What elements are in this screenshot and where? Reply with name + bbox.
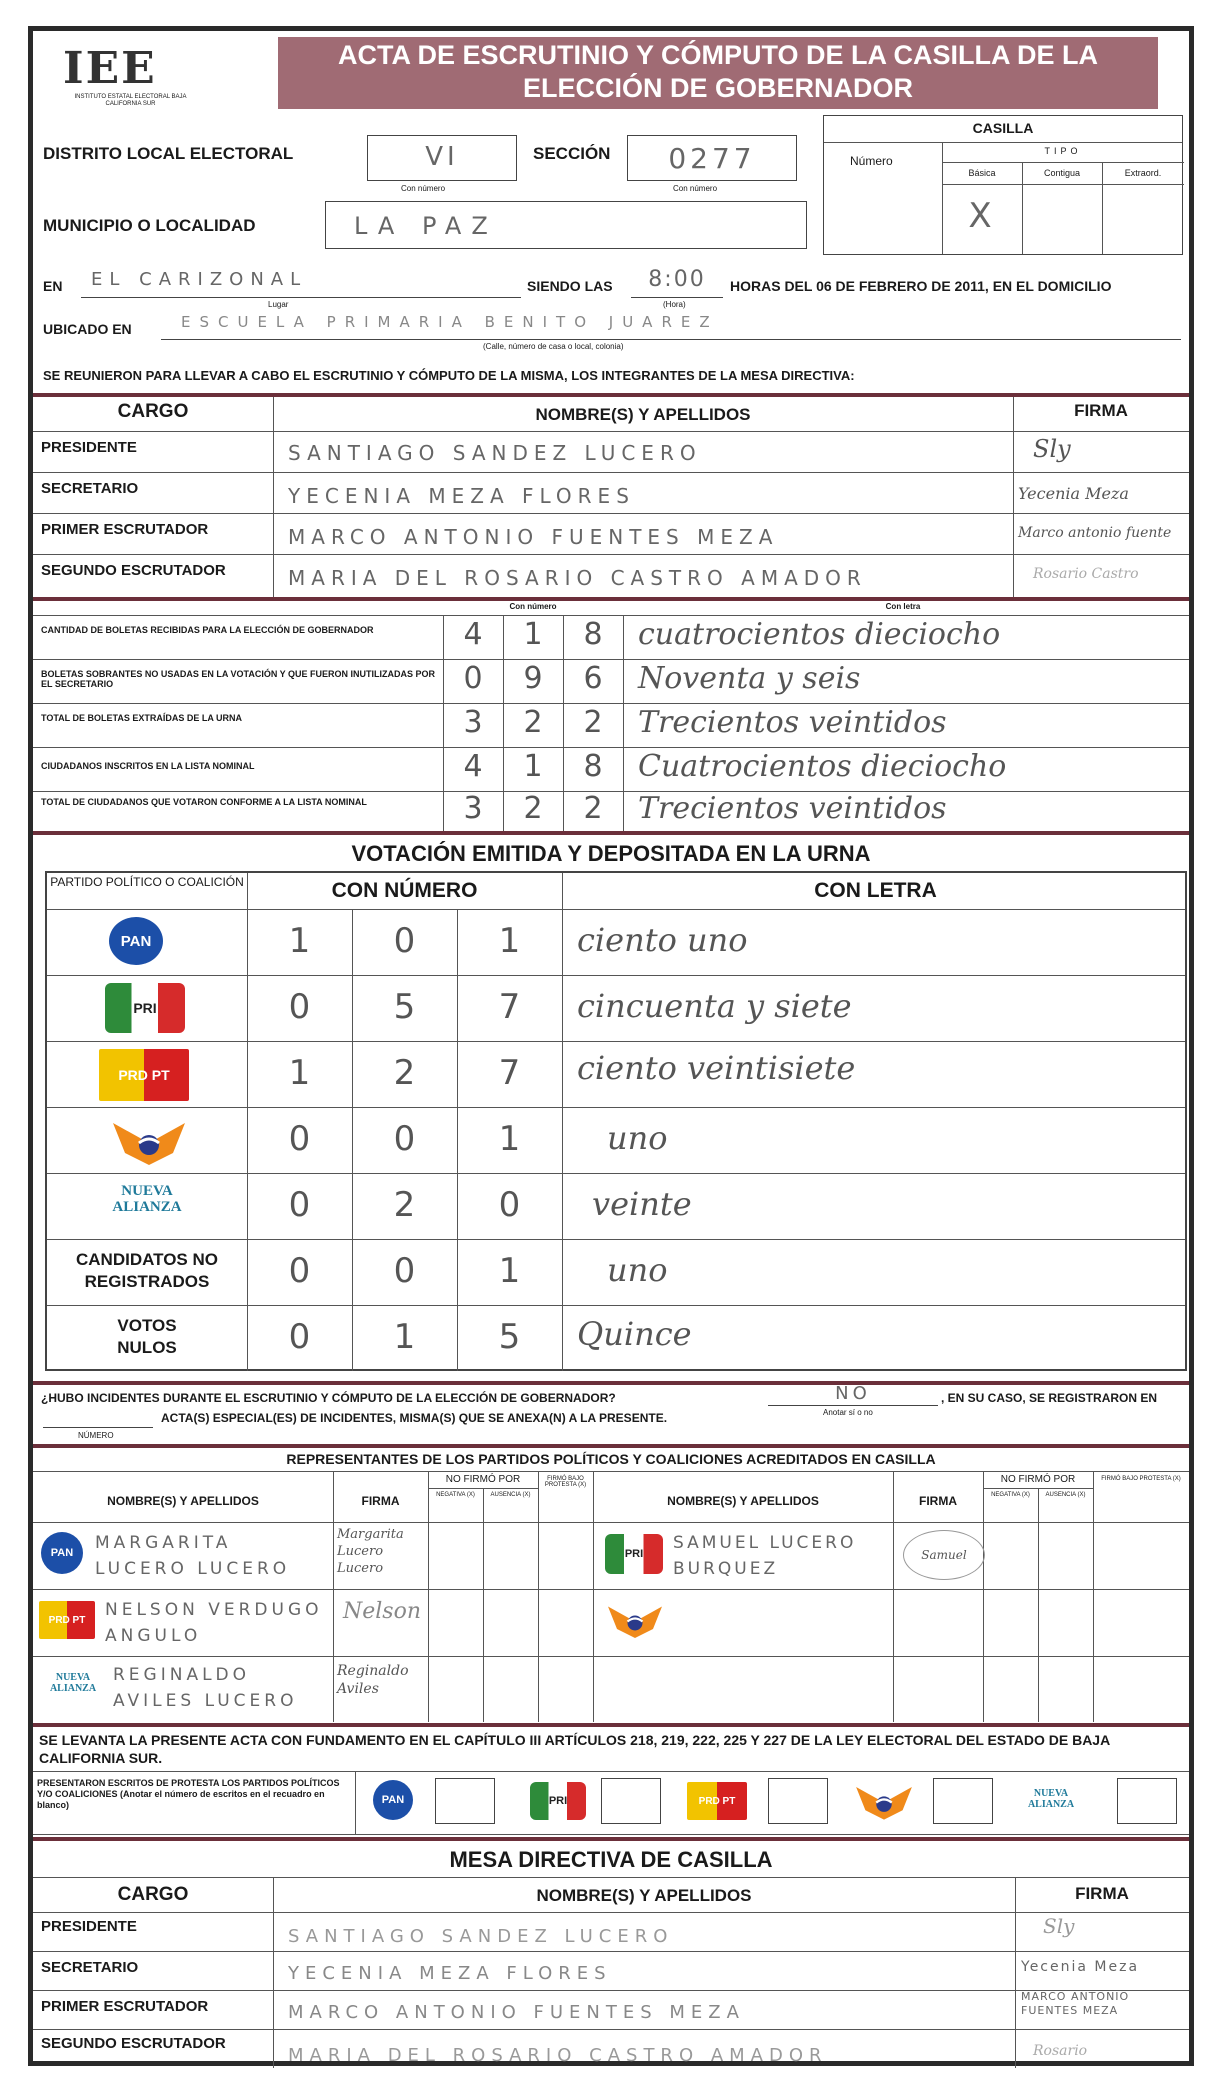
cargo-cell: SEGUNDO ESCRUTADOR	[41, 2035, 226, 2052]
seccion-caption: Con número	[673, 184, 718, 193]
protesta-text: PRESENTARON ESCRITOS DE PROTESTA LOS PARTIDOS POLÍTICOS Y/O COALICIONES (Anotar el número de escritos en el recuadro en blanco)	[37, 1778, 340, 1810]
calle-caption: (Calle, número de casa o local, colonia)	[483, 342, 624, 351]
boletas-label: CANTIDAD DE BOLETAS RECIBIDAS PARA LA ELECCIÓN DE GOBERNADOR	[41, 625, 374, 635]
boletas-numero-header: Con número	[509, 602, 557, 611]
boletas-label: TOTAL DE CIUDADANOS QUE VOTARON CONFORME A LA LISTA NOMINAL	[41, 797, 367, 807]
boletas-row	[33, 703, 1189, 747]
iee-logo	[63, 43, 198, 107]
numero-caption: NÚMERO	[78, 1431, 114, 1440]
firma-cell: Rosario	[1033, 2043, 1088, 2059]
protesta-convergencia-icon	[853, 1778, 915, 1829]
digit: 0	[393, 921, 416, 961]
acta-document	[28, 26, 1194, 2066]
ubicado-field	[161, 313, 1181, 340]
rep-nombre: REGINALDO AVILES LUCERO	[113, 1665, 298, 1711]
en-value: EL CARIZONAL	[91, 269, 308, 290]
nombre-cell: SANTIAGO SANDEZ LUCERO	[288, 1926, 674, 1947]
digit: 0	[288, 987, 311, 1027]
mesa1-row	[33, 431, 1189, 472]
boletas-table	[33, 601, 1189, 831]
firma-cell: Sly	[1043, 1914, 1075, 1938]
logo-text: IEE	[63, 43, 157, 94]
pri-logo-icon	[105, 983, 185, 1033]
digit: 2	[393, 1053, 416, 1093]
digit: 1	[498, 1119, 521, 1159]
boletas-row	[33, 615, 1189, 659]
protesta-count-box[interactable]	[435, 1778, 495, 1824]
logo-subtitle: INSTITUTO ESTATAL ELECTORAL BAJA CALIFORNIA SUR	[74, 94, 187, 107]
firma-cell: MARCO ANTONIO FUENTES MEZA	[1021, 1990, 1130, 2017]
cargo-cell: PRESIDENTE	[41, 439, 137, 456]
nombre-cell: YECENIA MEZA FLORES	[288, 484, 635, 508]
firma-cell: Yecenia Meza	[1018, 484, 1129, 503]
representantes-table	[33, 1471, 1189, 1722]
nombre-cell: MARCO ANTONIO FUENTES MEZA	[288, 525, 779, 549]
digit: 5	[393, 987, 416, 1027]
votacion-row	[47, 975, 1185, 1041]
digit: 1	[288, 921, 311, 961]
rep-nombre: NELSON VERDUGO ANGULO	[105, 1600, 323, 1646]
rep-ausencia-header: AUSENCIA (X)	[490, 1492, 531, 1498]
cargo-header: CARGO	[117, 1884, 189, 1905]
protesta-prd-pt-icon: PRD PT	[687, 1782, 747, 1820]
boletas-letra-header: Con letra	[885, 602, 921, 611]
reunion-text: SE REUNIERON PARA LLEVAR A CABO EL ESCRUTINIO Y CÓMPUTO DE LA MISMA, LOS INTEGRANTES DE LA MESA DIRECTIVA:	[43, 368, 855, 383]
rep-protesta-header: FIRMÓ BAJO PROTESTA (X)	[1101, 1476, 1181, 1482]
rep-firma-header: FIRMA	[361, 1494, 400, 1508]
firma-cell: Yecenia Meza	[1021, 1959, 1140, 1975]
incidentes-tail: , EN SU CASO, SE REGISTRARON EN	[941, 1391, 1158, 1405]
rep-firma: Samuel	[903, 1530, 985, 1580]
cargo-cell: SEGUNDO ESCRUTADOR	[41, 562, 226, 579]
rep-ausencia-header: AUSENCIA (X)	[1045, 1492, 1086, 1498]
digit: 1	[523, 749, 543, 784]
col-partido-header: PARTIDO POLÍTICO O COALICIÓN	[50, 875, 244, 889]
municipio-label: MUNICIPIO O LOCALIDAD	[43, 216, 256, 235]
boletas-row	[33, 747, 1189, 791]
nombre-cell: MARIA DEL ROSARIO CASTRO AMADOR	[288, 2045, 828, 2066]
incidentes-numero-field	[43, 1409, 153, 1428]
seccion-value: 0277	[668, 142, 756, 175]
mesa2-row	[33, 1912, 1189, 1951]
hora-value: 8:00	[648, 267, 706, 292]
rep-negativa-header: NEGATIVA (X)	[991, 1492, 1030, 1498]
col-numero-header: CON NÚMERO	[331, 879, 478, 902]
tipo-label: TIPO	[1044, 146, 1082, 156]
ubicado-value: ESCUELA PRIMARIA BENITO JUAREZ	[181, 313, 719, 331]
digit: 2	[523, 791, 543, 826]
rep-nombre: MARGARITA LUCERO LUCERO	[95, 1533, 291, 1579]
nombre-header: NOMBRE(S) Y APELLIDOS	[535, 405, 751, 424]
distrito-caption: Con número	[401, 184, 446, 193]
boletas-label: CIUDADANOS INSCRITOS EN LA LISTA NOMINAL	[41, 761, 255, 771]
letra: cincuenta y siete	[577, 987, 852, 1025]
digit: 0	[288, 1317, 311, 1357]
digit: 8	[583, 617, 603, 652]
rep-row	[593, 1589, 1189, 1656]
digit: 2	[583, 791, 603, 826]
incidentes-answer-note: Anotar sí o no	[823, 1408, 873, 1417]
distrito-value: VI	[425, 142, 459, 172]
digit: 0	[463, 661, 483, 696]
seccion-field	[627, 135, 797, 181]
party-label: PRI	[105, 983, 185, 1033]
incidentes-answer-field	[768, 1383, 938, 1406]
convergencia-logo-icon	[109, 1113, 189, 1174]
cargo-cell: SECRETARIO	[41, 480, 139, 497]
digit: 2	[393, 1185, 416, 1225]
letra: Quince	[577, 1315, 692, 1353]
protesta-count-box[interactable]	[601, 1778, 661, 1824]
mesa2-title: MESA DIRECTIVA DE CASILLA	[449, 1847, 773, 1872]
nombre-cell: YECENIA MEZA FLORES	[288, 1963, 612, 1984]
mesa-directiva-table-2	[33, 1877, 1189, 2068]
protesta-nueva-alianza-icon: NUEVA ALIANZA	[1027, 1788, 1075, 1810]
firma-header: FIRMA	[1075, 1884, 1129, 1903]
digit: 1	[523, 617, 543, 652]
letra: ciento uno	[577, 921, 748, 959]
firma-cell: Rosario Castro	[1033, 566, 1139, 582]
digit: 3	[463, 791, 483, 826]
incidentes-line2: ACTA(S) ESPECIAL(ES) DE INCIDENTES, MISMA(S) QUE SE ANEXA(N) A LA PRESENTE.	[161, 1411, 668, 1425]
firma-cell: Marco antonio fuente	[1018, 525, 1172, 541]
rep-firma: Nelson	[343, 1599, 422, 1624]
letra: Noventa y seis	[638, 661, 861, 696]
digit: 6	[583, 661, 603, 696]
boletas-label: BOLETAS SOBRANTES NO USADAS EN LA VOTACIÓN Y QUE FUERON INUTILIZADAS POR EL SECRETARIO	[41, 669, 436, 689]
en-label: EN	[43, 278, 63, 294]
hora-caption: (Hora)	[663, 300, 686, 309]
col-letra-header: CON LETRA	[814, 879, 937, 902]
boletas-row	[33, 659, 1189, 703]
protesta-count-box[interactable]	[768, 1778, 828, 1824]
rep-row	[33, 1522, 593, 1589]
digit: 1	[498, 921, 521, 961]
ubicado-label: UBICADO EN	[43, 321, 132, 337]
party-label: PRD PT	[99, 1049, 189, 1101]
votacion-row	[47, 1239, 1185, 1305]
rep-nombre-header: NOMBRE(S) Y APELLIDOS	[667, 1494, 819, 1508]
digit: 4	[463, 749, 483, 784]
votacion-row	[47, 1041, 1185, 1107]
digit: 2	[523, 705, 543, 740]
mesa-directiva-table-1	[33, 397, 1189, 597]
representantes-title: REPRESENTANTES DE LOS PARTIDOS POLÍTICOS Y COALICIONES ACREDITADOS EN CASILLA	[286, 1451, 936, 1467]
nombre-cell: MARCO ANTONIO FUENTES MEZA	[288, 2002, 745, 2023]
votacion-row	[47, 1107, 1185, 1173]
distrito-field	[367, 135, 517, 181]
party-label: NUEVA ALIANZA	[112, 1183, 182, 1215]
basica-mark: X	[968, 196, 996, 236]
protesta-count-box[interactable]	[933, 1778, 993, 1824]
fundamento-text: SE LEVANTA LA PRESENTE ACTA CON FUNDAMENTO EN EL CAPÍTULO III ARTÍCULOS 218, 219, 222, 225 Y 227 DE LA LEY ELECTORAL DEL ESTADO DE BAJA CALIFORNIA SUR.	[39, 1732, 1110, 1766]
letra: cuatrocientos dieciocho	[638, 617, 1001, 652]
boletas-label: TOTAL DE BOLETAS EXTRAÍDAS DE LA URNA	[41, 713, 243, 723]
digit: 3	[463, 705, 483, 740]
nombre-cell: MARIA DEL ROSARIO CASTRO AMADOR	[288, 566, 867, 590]
rep-row	[593, 1522, 1189, 1589]
rep-row	[33, 1589, 593, 1656]
votacion-row	[47, 1305, 1185, 1371]
digit: 0	[288, 1185, 311, 1225]
lugar-caption: Lugar	[268, 300, 289, 309]
digit: 0	[498, 1185, 521, 1225]
mesa2-row	[33, 1990, 1189, 2029]
firma-cell: Sly	[1033, 435, 1071, 463]
letra: Cuatrocientos dieciocho	[638, 749, 1007, 784]
distrito-label: DISTRITO LOCAL ELECTORAL	[43, 144, 294, 163]
rep-party-logo-icon: NUEVA ALIANZA	[49, 1672, 97, 1694]
nueva-alianza-logo-icon	[97, 1183, 197, 1215]
cargo-cell: PRIMER ESCRUTADOR	[41, 521, 209, 538]
cargo-header: CARGO	[117, 401, 189, 422]
letra: Trecientos veintidos	[638, 791, 947, 826]
rep-negativa-header: NEGATIVA (X)	[436, 1492, 475, 1498]
rep-no-firmo-header: NO FIRMÓ POR	[1000, 1474, 1076, 1485]
municipio-value: LA PAZ	[354, 212, 498, 240]
party-label: VOTOS NULOS	[117, 1316, 177, 1357]
votacion-row	[47, 909, 1185, 975]
pan-logo-icon	[109, 917, 163, 965]
party-label: PAN	[109, 917, 163, 965]
digit: 2	[583, 705, 603, 740]
digit: 0	[288, 1251, 311, 1291]
mesa2-row	[33, 2029, 1189, 2068]
mesa1-row	[33, 554, 1189, 595]
party-label: CANDIDATOS NO REGISTRADOS	[76, 1250, 218, 1291]
rep-no-firmo-header: NO FIRMÓ POR	[445, 1474, 521, 1485]
digit: 7	[498, 1053, 521, 1093]
boletas-row	[33, 791, 1189, 831]
rep-firma: Margarita Lucero Lucero	[337, 1527, 404, 1576]
digit: 0	[393, 1119, 416, 1159]
cargo-cell: PRESIDENTE	[41, 1918, 137, 1935]
rep-party-logo-icon: PRD PT	[39, 1601, 95, 1639]
nombre-header: NOMBRE(S) Y APELLIDOS	[536, 1886, 752, 1905]
protesta-row	[33, 1771, 1189, 1835]
protesta-pri-icon: PRI	[530, 1782, 586, 1820]
rep-firma: Reginaldo Aviles	[337, 1663, 409, 1697]
mesa1-row	[33, 472, 1189, 513]
firma-header: FIRMA	[1074, 401, 1128, 420]
digit: 1	[498, 1251, 521, 1291]
votacion-row	[47, 1173, 1185, 1239]
mesa1-row	[33, 513, 1189, 554]
rep-nombre-header: NOMBRE(S) Y APELLIDOS	[107, 1494, 259, 1508]
digit: 4	[463, 617, 483, 652]
hora-field	[631, 267, 723, 298]
incidentes-answer: NO	[835, 1383, 871, 1404]
digit: 8	[583, 749, 603, 784]
extraord-label: Extraord.	[1124, 168, 1162, 178]
digit: 5	[498, 1317, 521, 1357]
incidentes-question: ¿HUBO INCIDENTES DURANTE EL ESCRUTINIO Y CÓMPUTO DE LA ELECCIÓN DE GOBERNADOR?	[41, 1391, 616, 1405]
en-field	[81, 269, 521, 298]
digit: 0	[288, 1119, 311, 1159]
convergencia-logo-icon	[605, 1597, 665, 1648]
numero-label: Número	[850, 154, 893, 168]
letra: Trecientos veintidos	[638, 705, 947, 740]
casilla-label: CASILLA	[972, 120, 1034, 136]
digit: 1	[288, 1053, 311, 1093]
seccion-label: SECCIÓN	[533, 144, 611, 163]
protesta-count-box[interactable]	[1117, 1778, 1177, 1824]
nombre-cell: SANTIAGO SANDEZ LUCERO	[288, 441, 702, 465]
letra: ciento veintisiete	[577, 1049, 856, 1087]
fecha-text: HORAS DEL 06 DE FEBRERO DE 2011, EN EL DOMICILIO	[730, 278, 1112, 294]
letra: veinte	[592, 1185, 692, 1223]
digit: 7	[498, 987, 521, 1027]
rep-nombre: SAMUEL LUCERO BURQUEZ	[673, 1533, 857, 1579]
letra: uno	[607, 1119, 668, 1157]
rep-party-logo-icon: PAN	[41, 1532, 83, 1574]
digit: 9	[523, 661, 543, 696]
rep-firma-header: FIRMA	[919, 1494, 957, 1508]
rep-party-logo-icon: PRI	[605, 1534, 663, 1574]
rep-protesta-header: FIRMÓ BAJO PROTESTA (X)	[544, 1476, 587, 1488]
municipio-field	[325, 201, 807, 249]
digit: 1	[393, 1317, 416, 1357]
cargo-cell: PRIMER ESCRUTADOR	[41, 1998, 209, 2015]
contigua-label: Contigua	[1043, 168, 1081, 178]
mesa2-row	[33, 1951, 1189, 1990]
prd-pt-logo-icon	[99, 1049, 189, 1101]
letra: uno	[607, 1251, 668, 1289]
digit: 0	[393, 1251, 416, 1291]
siendo-label: SIENDO LAS	[527, 278, 613, 294]
document-title: ACTA DE ESCRUTINIO Y CÓMPUTO DE LA CASILLA DE LA ELECCIÓN DE GOBERNADOR	[278, 37, 1158, 109]
basica-label: Básica	[968, 168, 996, 178]
cargo-cell: SECRETARIO	[41, 1959, 139, 1976]
rep-row	[33, 1656, 593, 1722]
casilla-box	[823, 115, 1183, 255]
votacion-table	[45, 871, 1187, 1371]
protesta-pan-icon: PAN	[373, 1780, 413, 1820]
votacion-title: VOTACIÓN EMITIDA Y DEPOSITADA EN LA URNA	[351, 841, 871, 866]
